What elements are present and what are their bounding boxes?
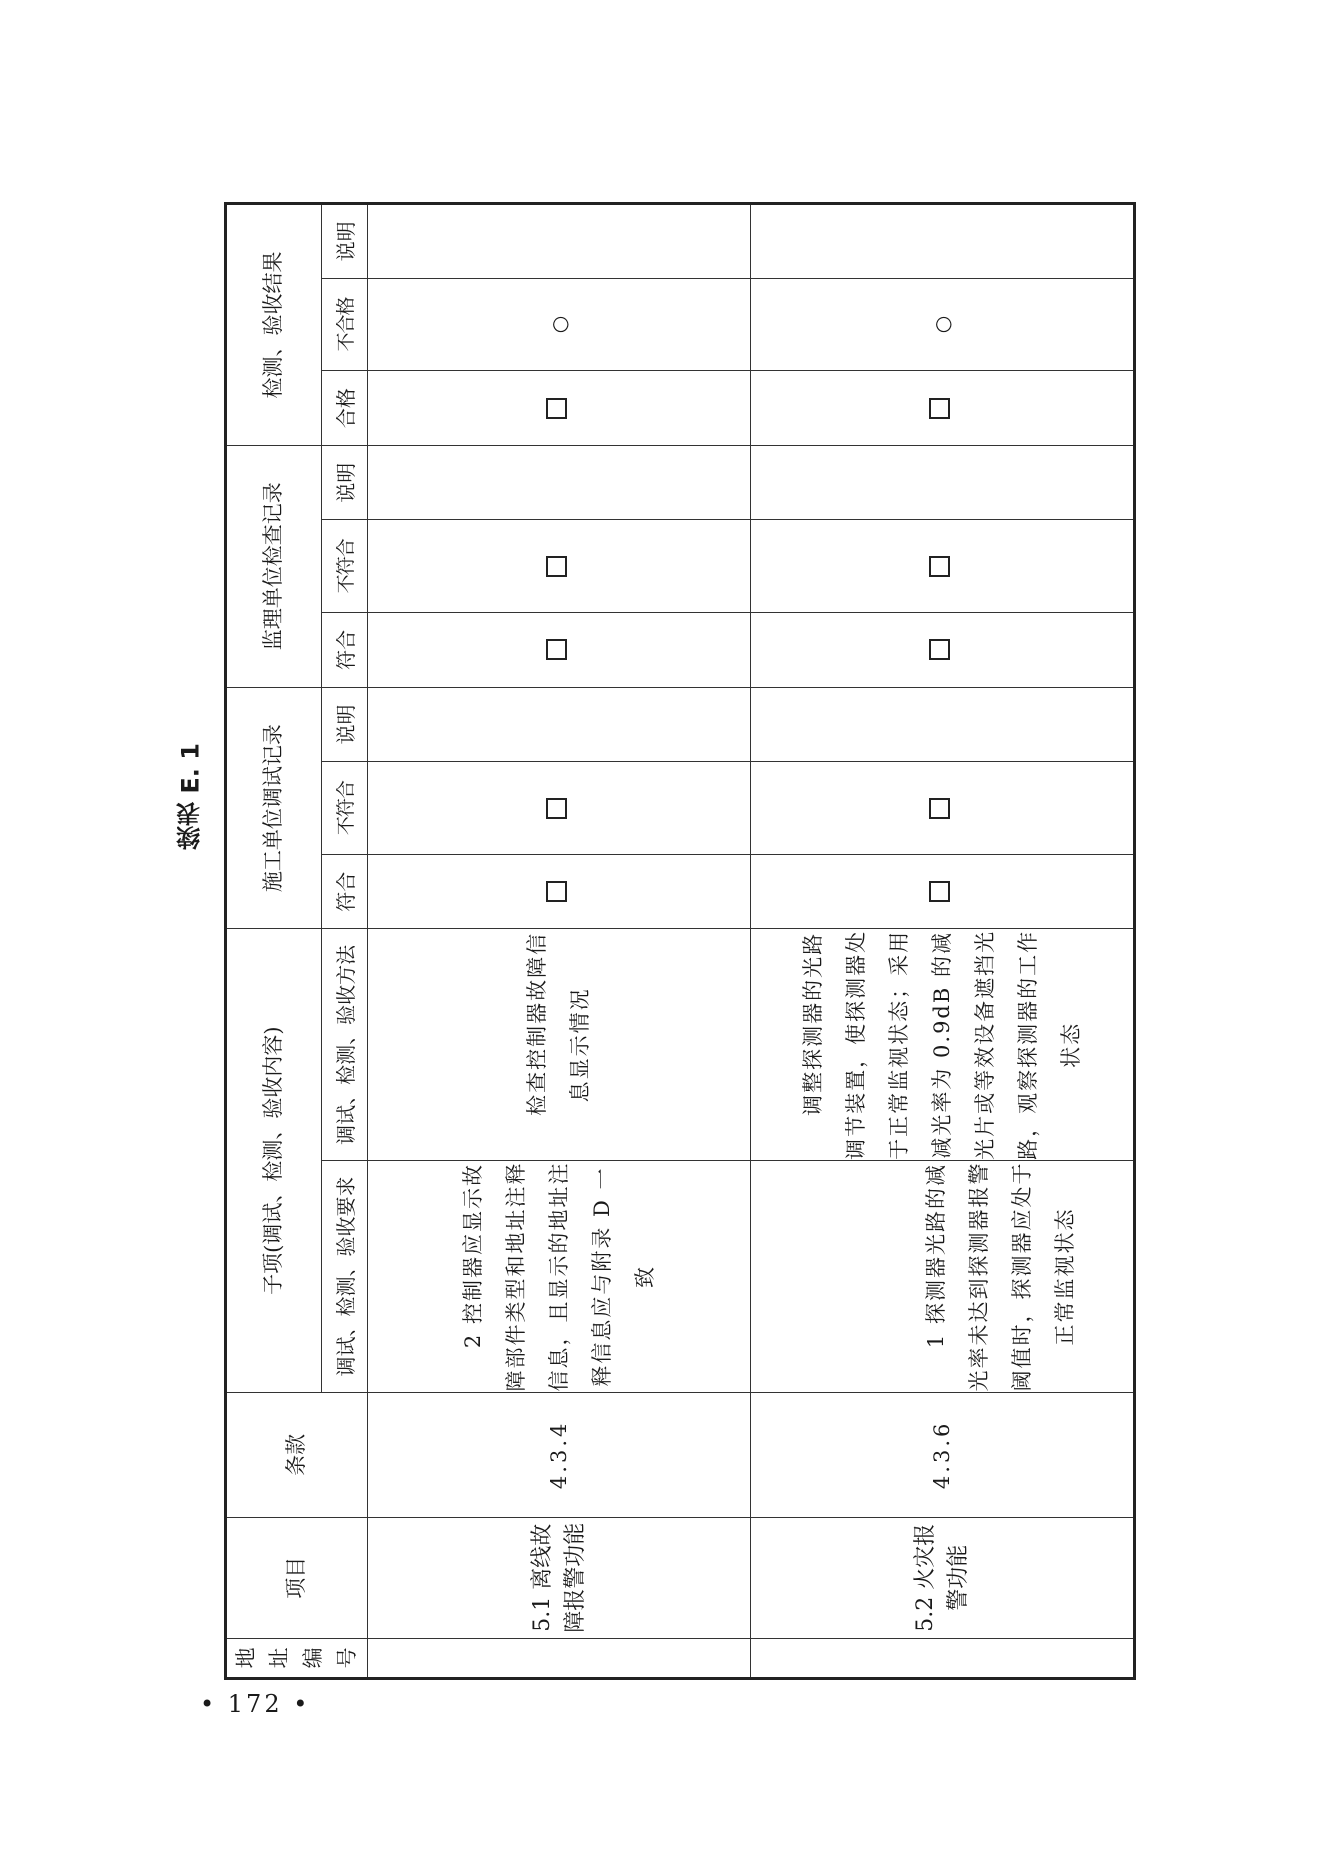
cell-cons-conform[interactable]	[368, 854, 751, 929]
acceptance-form-table	[224, 202, 1136, 1680]
cell-clause: 4.3.6	[751, 1392, 1135, 1517]
requirement-text: 2 控制器应显示故障部件类型和地址注释信息，且显示的地址注释信息应与附录 D 一致	[460, 1161, 657, 1392]
checkbox-icon[interactable]	[546, 556, 567, 577]
cell-item: 5.1 离线故障报警功能	[368, 1517, 751, 1638]
checkbox-icon[interactable]	[546, 398, 567, 419]
checkbox-icon[interactable]	[546, 881, 567, 902]
checkbox-icon[interactable]	[929, 881, 950, 902]
cell-cons-note	[368, 687, 751, 762]
checkbox-icon[interactable]	[929, 798, 950, 819]
header-construction: 施工单位调试记录	[226, 687, 322, 929]
cell-requirement	[751, 1161, 1135, 1393]
cell-cons-nonconform[interactable]	[751, 762, 1135, 855]
header-sup-conform: 符合	[322, 613, 368, 688]
cell-res-unqualified[interactable]	[368, 278, 751, 371]
cell-clause: 4.3.4	[368, 1392, 751, 1517]
header-sup-nonconform: 不符合	[322, 520, 368, 613]
circle-mark-icon[interactable]: ○	[547, 315, 571, 334]
circle-mark-icon[interactable]: ○	[930, 315, 954, 334]
cell-method	[751, 929, 1135, 1161]
checkbox-icon[interactable]	[546, 798, 567, 819]
header-address-no: 地址编号	[226, 1638, 368, 1678]
header-row-1	[226, 204, 322, 1679]
table-row	[368, 204, 751, 1679]
cell-requirement	[368, 1161, 751, 1393]
cell-sup-note	[368, 445, 751, 520]
cell-cons-conform[interactable]	[751, 854, 1135, 929]
cell-cons-nonconform[interactable]	[368, 762, 751, 855]
cell-res-note	[751, 204, 1135, 279]
header-sup-note: 说明	[322, 445, 368, 520]
cell-res-qualified[interactable]	[751, 371, 1135, 446]
cell-sup-note	[751, 445, 1135, 520]
checkbox-icon[interactable]	[929, 639, 950, 660]
cell-sup-nonconform[interactable]	[751, 520, 1135, 613]
page-number: • 172 •	[200, 1690, 311, 1718]
cell-sup-conform[interactable]	[368, 613, 751, 688]
rotated-table-container	[224, 202, 1133, 1680]
page-title: 续表 E. 1	[176, 743, 205, 851]
cell-cons-note	[751, 687, 1135, 762]
header-cons-nonconform: 不符合	[322, 762, 368, 855]
header-result: 检测、验收结果	[226, 204, 322, 446]
header-supervision: 监理单位检查记录	[226, 445, 322, 687]
requirement-text: 1 探测器光路的减光率未达到探测器报警阈值时，探测器应处于正常监视状态	[924, 1161, 1077, 1392]
checkbox-icon[interactable]	[929, 398, 950, 419]
header-method: 调试、检测、验收方法	[322, 929, 368, 1161]
header-sub-item: 子项(调试、检测、验收内容)	[226, 929, 322, 1392]
cell-item: 5.2 火灾报警功能	[751, 1517, 1135, 1638]
table-row	[751, 204, 1135, 1679]
header-cons-conform: 符合	[322, 854, 368, 929]
header-clause: 条款	[226, 1392, 368, 1517]
header-res-note: 说明	[322, 204, 368, 279]
header-item: 项目	[226, 1517, 368, 1638]
cell-res-unqualified[interactable]	[751, 278, 1135, 371]
header-requirement: 调试、检测、验收要求	[322, 1161, 368, 1393]
method-text: 检查控制器故障信息显示情况	[525, 931, 592, 1116]
cell-address-no	[368, 1638, 751, 1678]
header-cons-note: 说明	[322, 687, 368, 762]
cell-res-note	[368, 204, 751, 279]
header-res-unqualified: 不合格	[322, 278, 368, 371]
cell-sup-conform[interactable]	[751, 613, 1135, 688]
cell-method	[368, 929, 751, 1161]
cell-res-qualified[interactable]	[368, 371, 751, 446]
cell-address-no	[751, 1638, 1135, 1678]
checkbox-icon[interactable]	[546, 639, 567, 660]
cell-sup-nonconform[interactable]	[368, 520, 751, 613]
header-res-qualified: 合格	[322, 371, 368, 446]
method-text: 调整探测器的光路调节装置，使探测器处于正常监视状态；采用减光率为 0.9dB 的减光片或等效设备遮挡光路，观察探测器的工作状态	[800, 929, 1083, 1160]
checkbox-icon[interactable]	[929, 556, 950, 577]
